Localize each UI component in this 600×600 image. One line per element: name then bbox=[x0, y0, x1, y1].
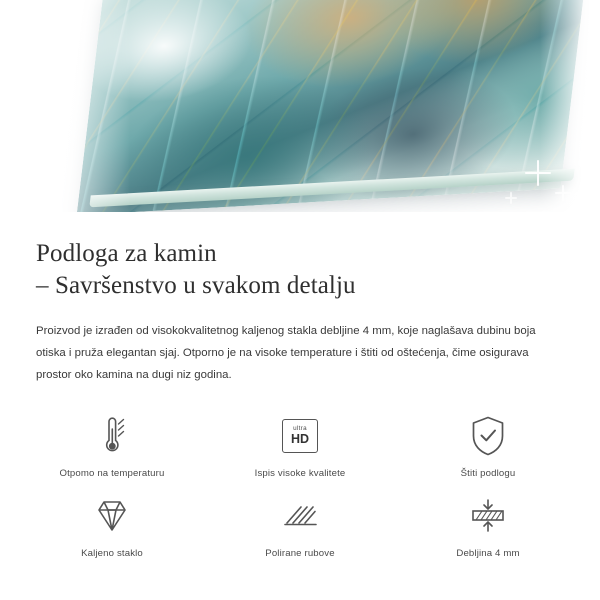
hero-image bbox=[0, 0, 600, 212]
feature-item-temperature bbox=[18, 413, 206, 479]
content-block bbox=[0, 212, 600, 387]
feature-label: Ispis visoke kvalitete bbox=[254, 467, 346, 479]
feature-label: Otpomo na temperaturu bbox=[59, 467, 165, 479]
shield-check-icon bbox=[467, 413, 509, 459]
feature-item-protection bbox=[394, 413, 582, 479]
feature-label: Štiti podlogu bbox=[460, 467, 516, 479]
thermometer-icon bbox=[92, 413, 132, 459]
polished-edges-icon bbox=[278, 493, 322, 539]
feature-label: Debljina 4 mm bbox=[456, 547, 520, 559]
page-title bbox=[36, 238, 564, 302]
description-paragraph: Proizvod je izrađen od visokokvalitetnog kaljenog stakla debljine 4 mm, koje naglašava dubinu boja otiska i pruža elegantan sjaj. Otporno je na visoke temperature i štiti od oštećenja, čime osigurava prostor oko kamina na dugi niz godina. bbox=[36, 325, 536, 382]
diamond-icon bbox=[90, 493, 134, 539]
feature-grid bbox=[0, 413, 600, 559]
feature-label: Polirane rubove bbox=[265, 547, 335, 559]
feature-item-thickness bbox=[394, 493, 582, 559]
right-fade-overlay bbox=[540, 0, 600, 212]
ultra-hd-icon bbox=[282, 413, 318, 459]
feature-item-print-quality bbox=[206, 413, 394, 479]
thickness-icon bbox=[466, 493, 510, 539]
ultra-hd-badge-bottom: HD bbox=[290, 432, 310, 447]
headline-line-2: – Savršenstvo u svakom detalju bbox=[36, 272, 356, 299]
feature-label: Kaljeno staklo bbox=[81, 547, 143, 559]
left-fade-overlay bbox=[0, 0, 130, 212]
feature-item-polished-edges bbox=[206, 493, 394, 559]
feature-item-tempered-glass bbox=[18, 493, 206, 559]
sparkle-icon bbox=[505, 192, 517, 204]
ultra-hd-badge-top: ultra bbox=[293, 424, 307, 432]
headline-line-1: Podloga za kamin bbox=[36, 240, 217, 267]
